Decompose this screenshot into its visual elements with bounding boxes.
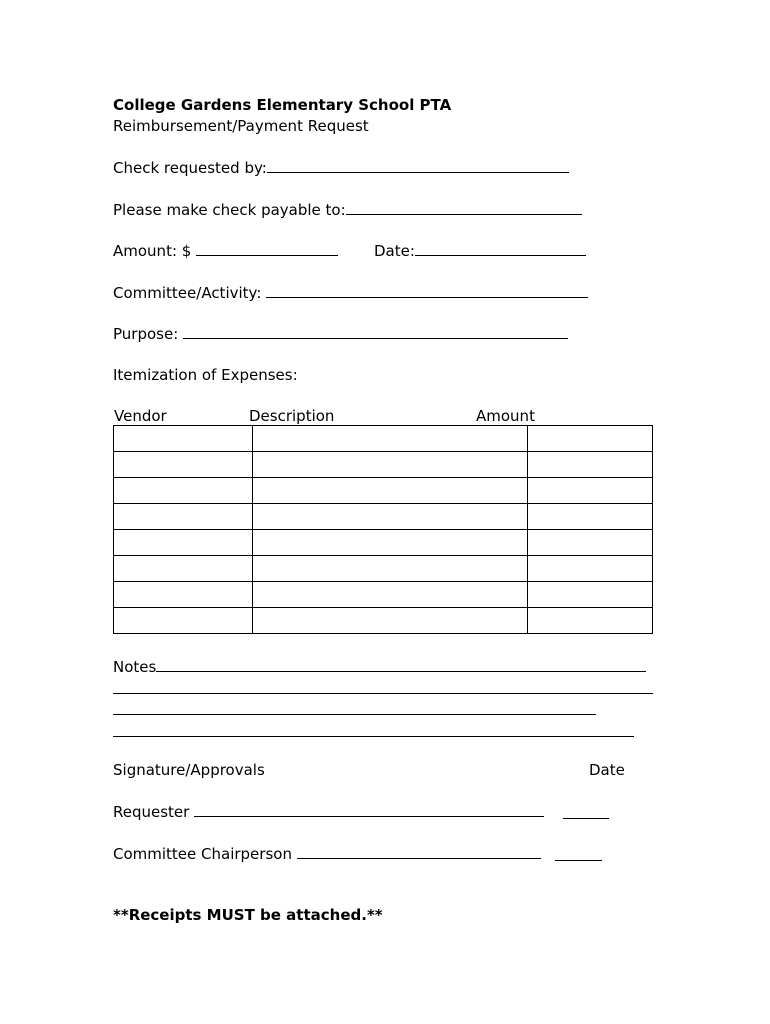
check-requested-by-label: Check requested by: xyxy=(113,159,267,177)
table-row xyxy=(114,556,653,582)
chairperson-date-blank[interactable] xyxy=(555,860,602,861)
chairperson-signature-blank[interactable] xyxy=(297,844,541,859)
amount-cell[interactable] xyxy=(528,582,653,608)
chairperson-row xyxy=(113,844,541,863)
description-cell[interactable] xyxy=(252,530,527,556)
purpose-blank[interactable] xyxy=(183,324,568,339)
table-row xyxy=(114,582,653,608)
amount-cell[interactable] xyxy=(528,608,653,634)
check-requested-by-blank[interactable] xyxy=(267,158,569,173)
committee-activity-blank[interactable] xyxy=(266,283,588,298)
requester-row xyxy=(113,802,544,821)
amount-label: Amount: $ xyxy=(113,242,192,260)
notes-blank-3[interactable] xyxy=(113,714,596,715)
column-header-vendor: Vendor xyxy=(114,407,167,425)
date-label: Date: xyxy=(374,242,415,260)
expenses-table xyxy=(113,425,653,634)
amount-blank[interactable] xyxy=(196,241,338,256)
vendor-cell[interactable] xyxy=(114,608,253,634)
description-cell[interactable] xyxy=(252,452,527,478)
description-cell[interactable] xyxy=(252,582,527,608)
table-row xyxy=(114,426,653,452)
payable-to-row xyxy=(113,200,582,219)
amount-cell[interactable] xyxy=(528,452,653,478)
signature-approvals-heading: Signature/Approvals xyxy=(113,761,265,779)
date-row xyxy=(374,241,586,260)
notes-blank-1[interactable] xyxy=(156,657,646,672)
vendor-cell[interactable] xyxy=(114,582,253,608)
requester-date-blank[interactable] xyxy=(563,818,609,819)
notes-label: Notes xyxy=(113,658,157,676)
description-cell[interactable] xyxy=(252,478,527,504)
notes-row xyxy=(113,657,646,676)
requester-label: Requester xyxy=(113,803,190,821)
vendor-cell[interactable] xyxy=(114,426,253,452)
table-row xyxy=(114,478,653,504)
purpose-row xyxy=(113,324,568,343)
column-header-description: Description xyxy=(249,407,335,425)
date-blank[interactable] xyxy=(415,241,586,256)
amount-cell[interactable] xyxy=(528,426,653,452)
payable-to-blank[interactable] xyxy=(346,200,582,215)
description-cell[interactable] xyxy=(252,504,527,530)
amount-cell[interactable] xyxy=(528,478,653,504)
notes-blank-4[interactable] xyxy=(113,736,634,737)
amount-row xyxy=(113,241,338,260)
committee-activity-row xyxy=(113,283,588,302)
vendor-cell[interactable] xyxy=(114,530,253,556)
chairperson-label: Committee Chairperson xyxy=(113,845,292,863)
table-row xyxy=(114,530,653,556)
vendor-cell[interactable] xyxy=(114,452,253,478)
vendor-cell[interactable] xyxy=(114,556,253,582)
table-row xyxy=(114,608,653,634)
receipts-notice: **Receipts MUST be attached.** xyxy=(113,906,383,924)
vendor-cell[interactable] xyxy=(114,504,253,530)
column-header-amount: Amount xyxy=(476,407,535,425)
requester-signature-blank[interactable] xyxy=(194,802,544,817)
committee-activity-label: Committee/Activity: xyxy=(113,284,262,302)
vendor-cell[interactable] xyxy=(114,478,253,504)
amount-cell[interactable] xyxy=(528,504,653,530)
signature-date-heading: Date xyxy=(589,761,625,779)
amount-cell[interactable] xyxy=(528,556,653,582)
description-cell[interactable] xyxy=(252,608,527,634)
itemization-heading: Itemization of Expenses: xyxy=(113,366,298,384)
org-title: College Gardens Elementary School PTA xyxy=(113,96,452,114)
table-row xyxy=(114,504,653,530)
description-cell[interactable] xyxy=(252,426,527,452)
payable-to-label: Please make check payable to: xyxy=(113,201,346,219)
purpose-label: Purpose: xyxy=(113,325,179,343)
table-row xyxy=(114,452,653,478)
amount-cell[interactable] xyxy=(528,530,653,556)
check-requested-by-row xyxy=(113,158,569,177)
description-cell[interactable] xyxy=(252,556,527,582)
form-title: Reimbursement/Payment Request xyxy=(113,117,369,135)
notes-blank-2[interactable] xyxy=(113,693,653,694)
